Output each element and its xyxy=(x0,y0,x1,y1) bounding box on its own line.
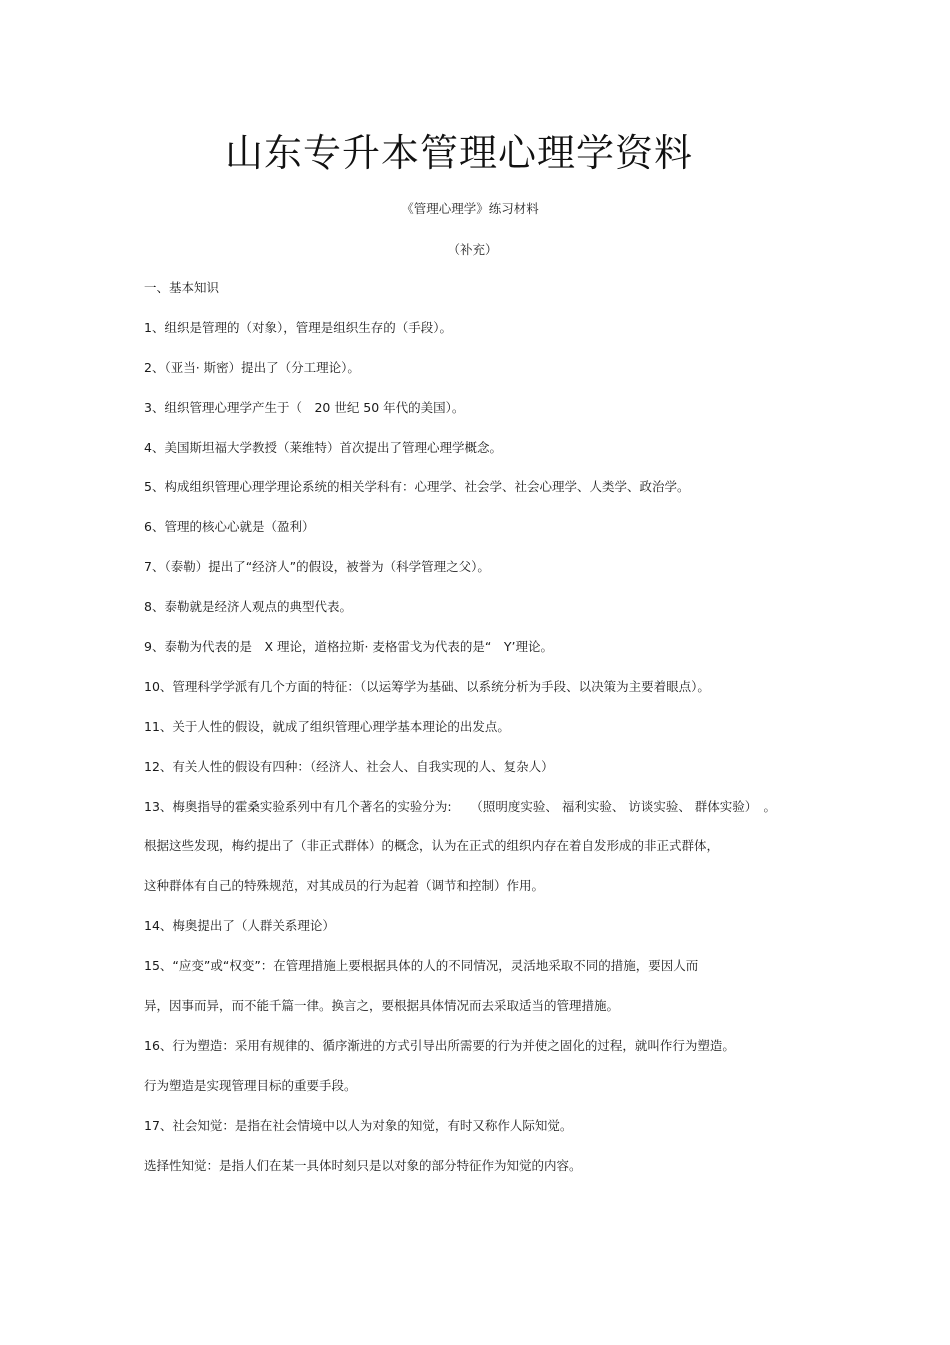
document-body xyxy=(144,280,924,1197)
paragraph-line: 12、有关人性的假设有四种：（经济人、社会人、自我实现的人、复杂人） xyxy=(144,758,554,774)
paragraph-line: 8、泰勒就是经济人观点的典型代表。 xyxy=(144,599,352,615)
paragraph-line: 10、管理科学学派有几个方面的特征：（以运筹学为基础、以系统分析为手段、以决策为主要着眼点）。 xyxy=(144,678,710,694)
paragraph-line: 5、构成组织管理心理学理论系统的相关学科有：心理学、社会学、社会心理学、人类学、政治学。 xyxy=(144,479,690,495)
paragraph-line: 13、梅奥指导的霍桑实验系列中有几个著名的实验分为: （照明度实验、 福利实验、 访谈实验、 群体实验） 。 xyxy=(144,798,777,814)
document-title: 山东专升本管理心理学资料 xyxy=(224,131,693,175)
paragraph-line: 选择性知觉：是指人们在某一具体时刻只是以对象的部分特征作为知觉的内容。 xyxy=(144,1157,582,1173)
paragraph-line: 2、（亚当· 斯密）提出了（分工理论）。 xyxy=(144,359,360,375)
section-heading-basic-knowledge: 一、基本知识 xyxy=(144,280,220,295)
document-supplement-note: （补充） xyxy=(447,242,498,257)
paragraph-line: 4、美国斯坦福大学教授（莱维特）首次提出了管理心理学概念。 xyxy=(144,439,502,455)
paragraph-line: 1、组织是管理的（对象），管理是组织生存的（手段）。 xyxy=(144,319,452,335)
paragraph-line: 7、（泰勒）提出了“经济人”的假设，被誉为（科学管理之父）。 xyxy=(144,559,490,575)
paragraph-line: 16、行为塑造：采用有规律的、循序渐进的方式引导出所需要的行为并使之固化的过程，就叫作行为塑造。 xyxy=(144,1037,735,1053)
paragraph-line: 根据这些发现，梅约提出了（非正式群体）的概念，认为在正式的组织内存在着自发形成的非正式群体， xyxy=(144,838,720,854)
document-subtitle: 《管理心理学》练习材料 xyxy=(401,201,539,216)
paragraph-line: 17、社会知觉：是指在社会情境中以人为对象的知觉，有时又称作人际知觉。 xyxy=(144,1117,573,1133)
paragraph-line: 6、管理的核心心就是（盈利） xyxy=(144,519,315,535)
paragraph-line: 这种群体有自己的特殊规范，对其成员的行为起着（调节和控制）作用。 xyxy=(144,878,545,894)
paragraph-line: 11、关于人性的假设，就成了组织管理心理学基本理论的出发点。 xyxy=(144,718,510,734)
paragraph-line: 行为塑造是实现管理目标的重要手段。 xyxy=(144,1077,357,1093)
paragraph-line: 14、梅奥提出了（人群关系理论） xyxy=(144,918,335,934)
paragraph-line: 9、泰勒为代表的是 X 理论，道格拉斯· 麦格雷戈为代表的是“ Y’理论。 xyxy=(144,639,554,655)
paragraph-line: 3、组织管理心理学产生于（ 20 世纪 50 年代的美国）。 xyxy=(144,399,465,415)
paragraph-line: 异，因事而异，而不能千篇一律。换言之，要根据具体情况而去采取适当的管理措施。 xyxy=(144,998,620,1014)
paragraph-line: 15、“应变”或“权变”：在管理措施上要根据具体的人的不同情况，灵活地采取不同的措施，要因人而 xyxy=(144,958,699,974)
